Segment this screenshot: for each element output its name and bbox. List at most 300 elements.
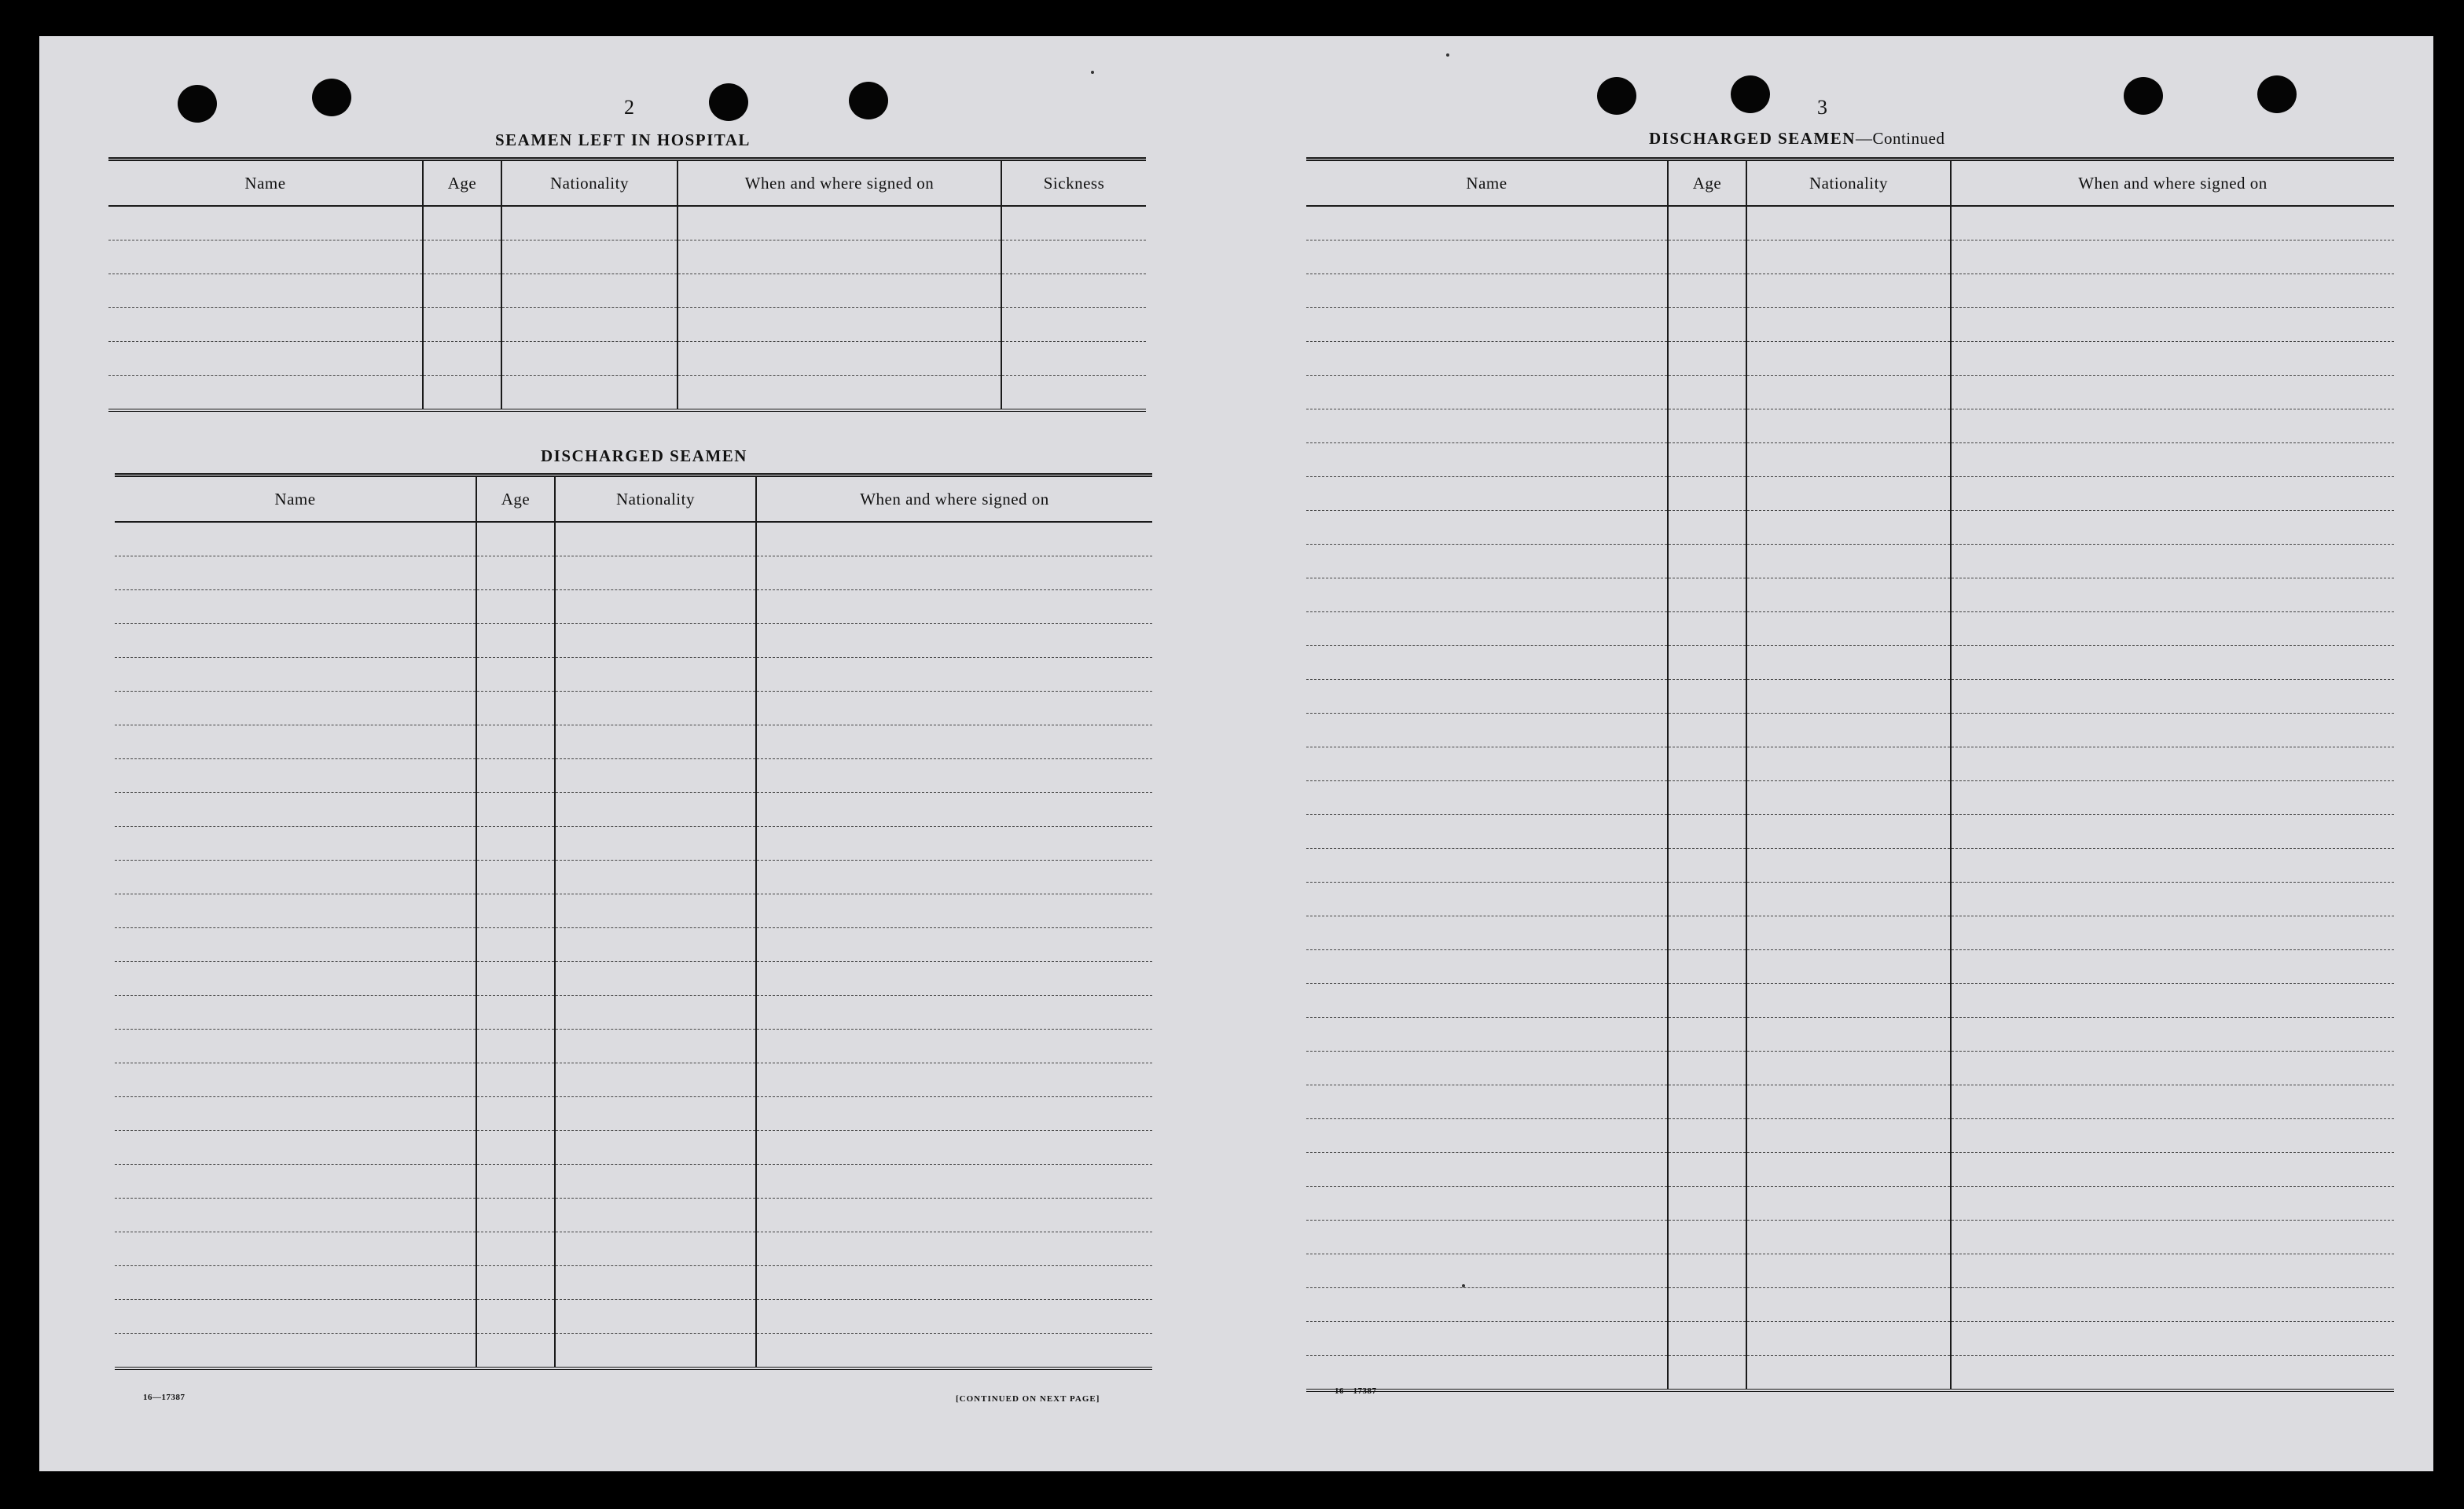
blank-cell — [1001, 240, 1146, 274]
table-row — [115, 1334, 1152, 1369]
blank-cell — [1951, 1221, 2394, 1254]
blank-cell — [756, 1300, 1152, 1334]
table-row — [115, 1165, 1152, 1199]
table-row — [115, 759, 1152, 793]
blank-cell — [1306, 342, 1668, 376]
table-row — [115, 1232, 1152, 1266]
table-row — [115, 1131, 1152, 1165]
table-row — [1306, 443, 2394, 477]
blank-cell — [1668, 680, 1746, 714]
table-row — [1306, 1221, 2394, 1254]
blank-cell — [476, 1266, 555, 1300]
blank-cell — [1951, 612, 2394, 646]
blank-cell — [423, 206, 501, 240]
blank-cell — [555, 894, 756, 928]
blank-cell — [1668, 1221, 1746, 1254]
blank-cell — [1668, 342, 1746, 376]
blank-cell — [1306, 274, 1668, 308]
blank-cell — [1306, 308, 1668, 342]
blank-cell — [1746, 342, 1951, 376]
blank-cell — [756, 590, 1152, 624]
blank-cell — [555, 624, 756, 658]
blank-cell — [555, 1334, 756, 1369]
blank-cell — [1668, 714, 1746, 747]
table-row — [108, 376, 1146, 411]
blank-cell — [1951, 984, 2394, 1018]
blank-cell — [1951, 443, 2394, 477]
blank-cell — [501, 342, 678, 376]
blank-cell — [1951, 206, 2394, 240]
blank-cell — [115, 1131, 476, 1165]
blank-cell — [1668, 1187, 1746, 1221]
form-code-left: 16—17387 — [143, 1393, 185, 1402]
table-row — [115, 658, 1152, 692]
blank-cell — [1306, 612, 1668, 646]
blank-cell — [1001, 376, 1146, 411]
blank-cell — [555, 928, 756, 962]
blank-cell — [555, 996, 756, 1030]
blank-cell — [1306, 1018, 1668, 1052]
blank-cell — [756, 793, 1152, 827]
blank-cell — [1668, 984, 1746, 1018]
blank-cell — [476, 1030, 555, 1063]
table-row — [108, 308, 1146, 342]
blank-cell — [555, 861, 756, 894]
blank-cell — [115, 624, 476, 658]
blank-cell — [1306, 545, 1668, 578]
blank-cell — [756, 996, 1152, 1030]
table-row — [115, 928, 1152, 962]
blank-cell — [115, 1165, 476, 1199]
blank-cell — [756, 827, 1152, 861]
column-header-age: Age — [476, 475, 555, 523]
blank-cell — [756, 1063, 1152, 1097]
blank-cell — [1668, 1322, 1746, 1356]
blank-cell — [555, 1097, 756, 1131]
table-row — [1306, 815, 2394, 849]
blank-cell — [476, 928, 555, 962]
blank-cell — [108, 274, 423, 308]
blank-cell — [1951, 849, 2394, 883]
blank-cell — [1668, 916, 1746, 950]
table-row — [115, 624, 1152, 658]
blank-cell — [756, 861, 1152, 894]
table-row — [1306, 409, 2394, 443]
table-row — [1306, 1322, 2394, 1356]
blank-cell — [1668, 646, 1746, 680]
blank-cell — [476, 1199, 555, 1232]
blank-cell — [1306, 984, 1668, 1018]
table-row — [1306, 747, 2394, 781]
blank-cell — [1306, 443, 1668, 477]
table-row — [1306, 1187, 2394, 1221]
blank-cell — [476, 827, 555, 861]
blank-cell — [1746, 781, 1951, 815]
table-row — [1306, 714, 2394, 747]
blank-cell — [1306, 1187, 1668, 1221]
blank-cell — [1951, 1288, 2394, 1322]
blank-cell — [115, 894, 476, 928]
blank-cell — [1746, 815, 1951, 849]
discharged-continued-table-body — [1306, 206, 2394, 1390]
blank-cell — [476, 894, 555, 928]
blank-cell — [1668, 1288, 1746, 1322]
column-header-nationality: Nationality — [501, 160, 678, 207]
blank-cell — [555, 590, 756, 624]
blank-cell — [1668, 545, 1746, 578]
blank-cell — [1668, 781, 1746, 815]
blank-cell — [1668, 849, 1746, 883]
blank-cell — [555, 827, 756, 861]
blank-cell — [115, 1266, 476, 1300]
blank-cell — [555, 522, 756, 556]
table-row — [115, 1030, 1152, 1063]
blank-cell — [678, 206, 1001, 240]
blank-cell — [115, 1097, 476, 1131]
blank-cell — [1746, 646, 1951, 680]
table-row — [115, 556, 1152, 590]
column-header-name: Name — [115, 475, 476, 523]
blank-cell — [1746, 240, 1951, 274]
blank-cell — [108, 206, 423, 240]
blank-cell — [1746, 545, 1951, 578]
blank-cell — [555, 692, 756, 725]
hospital-table — [108, 157, 1146, 412]
blank-cell — [476, 590, 555, 624]
table-row — [1306, 1119, 2394, 1153]
blank-cell — [476, 1232, 555, 1266]
table-row — [1306, 781, 2394, 815]
blank-cell — [1306, 1153, 1668, 1187]
blank-cell — [501, 308, 678, 342]
table-row — [115, 692, 1152, 725]
blank-cell — [1306, 1254, 1668, 1288]
blank-cell — [115, 1063, 476, 1097]
table-row — [1306, 950, 2394, 984]
blank-cell — [1951, 376, 2394, 409]
blank-cell — [1746, 1153, 1951, 1187]
blank-cell — [1746, 1052, 1951, 1085]
punch-hole — [178, 85, 217, 123]
table-row — [1306, 883, 2394, 916]
blank-cell — [1668, 815, 1746, 849]
blank-cell — [1951, 477, 2394, 511]
blank-cell — [1001, 206, 1146, 240]
blank-cell — [115, 1199, 476, 1232]
blank-cell — [1951, 1187, 2394, 1221]
blank-cell — [1306, 781, 1668, 815]
blank-cell — [1668, 883, 1746, 916]
table-row — [1306, 376, 2394, 409]
discharged-continued-table — [1306, 157, 2394, 1392]
blank-cell — [115, 793, 476, 827]
blank-cell — [1668, 950, 1746, 984]
blank-cell — [1951, 680, 2394, 714]
blank-cell — [115, 1232, 476, 1266]
table-row — [1306, 477, 2394, 511]
blank-cell — [476, 1131, 555, 1165]
table-row — [1306, 984, 2394, 1018]
blank-cell — [1306, 1288, 1668, 1322]
blank-cell — [1306, 883, 1668, 916]
table-row — [1306, 612, 2394, 646]
blank-cell — [115, 827, 476, 861]
discharged-continued-title — [1649, 129, 1944, 149]
blank-cell — [555, 556, 756, 590]
blank-cell — [115, 928, 476, 962]
blank-cell — [555, 1300, 756, 1334]
page-number-right: 3 — [1817, 96, 1827, 119]
blank-cell — [476, 793, 555, 827]
blank-cell — [1746, 747, 1951, 781]
blank-cell — [1306, 409, 1668, 443]
blank-cell — [756, 1131, 1152, 1165]
table-row — [115, 962, 1152, 996]
table-row — [108, 274, 1146, 308]
blank-cell — [108, 342, 423, 376]
table-row — [108, 342, 1146, 376]
blank-cell — [1306, 1085, 1668, 1119]
blank-cell — [1746, 274, 1951, 308]
blank-cell — [1306, 747, 1668, 781]
blank-cell — [1306, 950, 1668, 984]
table-row — [115, 1063, 1152, 1097]
blank-cell — [756, 556, 1152, 590]
blank-cell — [555, 759, 756, 793]
blank-cell — [1951, 274, 2394, 308]
blank-cell — [1668, 206, 1746, 240]
blank-cell — [1746, 849, 1951, 883]
blank-cell — [1746, 680, 1951, 714]
table-row — [1306, 1254, 2394, 1288]
blank-cell — [1951, 646, 2394, 680]
hospital-section-title: SEAMEN LEFT IN HOSPITAL — [495, 130, 751, 149]
blank-cell — [1306, 206, 1668, 240]
blank-cell — [115, 1300, 476, 1334]
blank-cell — [115, 962, 476, 996]
column-header-nationality: Nationality — [555, 475, 756, 523]
blank-cell — [115, 658, 476, 692]
hospital-table-body — [108, 206, 1146, 410]
blank-cell — [476, 658, 555, 692]
blank-cell — [1951, 1254, 2394, 1288]
blank-cell — [555, 1131, 756, 1165]
table-row — [115, 827, 1152, 861]
table-row — [1306, 1018, 2394, 1052]
blank-cell — [1746, 409, 1951, 443]
punch-hole — [709, 83, 748, 121]
paper-speck — [1091, 71, 1094, 74]
blank-cell — [423, 274, 501, 308]
continued-note: [CONTINUED ON NEXT PAGE] — [956, 1394, 1100, 1404]
blank-cell — [756, 692, 1152, 725]
table-row — [1306, 849, 2394, 883]
blank-cell — [1306, 849, 1668, 883]
table-row — [1306, 916, 2394, 950]
blank-cell — [1668, 477, 1746, 511]
blank-cell — [555, 1266, 756, 1300]
table-row — [115, 522, 1152, 556]
blank-cell — [756, 522, 1152, 556]
blank-cell — [1746, 984, 1951, 1018]
table-row — [115, 1266, 1152, 1300]
blank-cell — [756, 962, 1152, 996]
table-row — [1306, 1052, 2394, 1085]
blank-cell — [1306, 916, 1668, 950]
blank-cell — [555, 1232, 756, 1266]
blank-cell — [1746, 308, 1951, 342]
blank-cell — [1668, 1052, 1746, 1085]
blank-cell — [476, 962, 555, 996]
blank-cell — [1668, 747, 1746, 781]
blank-cell — [1951, 578, 2394, 612]
table-row — [115, 996, 1152, 1030]
blank-cell — [1306, 376, 1668, 409]
blank-cell — [1306, 240, 1668, 274]
blank-cell — [476, 1063, 555, 1097]
table-row — [115, 1300, 1152, 1334]
blank-cell — [555, 725, 756, 759]
blank-cell — [1001, 274, 1146, 308]
blank-cell — [476, 1300, 555, 1334]
blank-cell — [1951, 1085, 2394, 1119]
column-header-name: Name — [1306, 160, 1668, 207]
table-row — [1306, 1288, 2394, 1322]
table-row — [1306, 511, 2394, 545]
blank-cell — [476, 624, 555, 658]
table-row — [115, 894, 1152, 928]
form-sheet — [39, 36, 2433, 1471]
blank-cell — [423, 342, 501, 376]
blank-cell — [756, 1232, 1152, 1266]
blank-cell — [1951, 545, 2394, 578]
column-header-age: Age — [423, 160, 501, 207]
blank-cell — [1746, 950, 1951, 984]
table-row — [115, 590, 1152, 624]
punch-hole — [1731, 75, 1770, 113]
discharged-section-title: DISCHARGED SEAMEN — [541, 446, 747, 465]
blank-cell — [678, 342, 1001, 376]
blank-cell — [1951, 781, 2394, 815]
blank-cell — [115, 1334, 476, 1369]
blank-cell — [108, 376, 423, 411]
column-header-signed-on: When and where signed on — [756, 475, 1152, 523]
blank-cell — [555, 658, 756, 692]
blank-cell — [1668, 612, 1746, 646]
blank-cell — [1951, 815, 2394, 849]
blank-cell — [1746, 1119, 1951, 1153]
blank-cell — [1951, 747, 2394, 781]
blank-cell — [1951, 511, 2394, 545]
blank-cell — [501, 206, 678, 240]
table-row — [1306, 240, 2394, 274]
punch-hole — [1597, 77, 1636, 115]
blank-cell — [1746, 511, 1951, 545]
blank-cell — [1668, 1119, 1746, 1153]
blank-cell — [756, 1266, 1152, 1300]
blank-cell — [1306, 714, 1668, 747]
table-row — [115, 1199, 1152, 1232]
blank-cell — [1668, 1356, 1746, 1391]
discharged-table-body — [115, 522, 1152, 1368]
blank-cell — [1668, 240, 1746, 274]
table-row — [1306, 274, 2394, 308]
blank-cell — [423, 376, 501, 411]
blank-cell — [476, 1165, 555, 1199]
column-header-name: Name — [108, 160, 423, 207]
blank-cell — [555, 793, 756, 827]
discharged-continued-title-main: DISCHARGED SEAMEN — [1649, 129, 1856, 148]
blank-cell — [501, 240, 678, 274]
blank-cell — [1306, 646, 1668, 680]
blank-cell — [1306, 1221, 1668, 1254]
blank-cell — [1746, 612, 1951, 646]
blank-cell — [756, 725, 1152, 759]
blank-cell — [756, 759, 1152, 793]
table-row — [108, 206, 1146, 240]
blank-cell — [678, 308, 1001, 342]
blank-cell — [108, 240, 423, 274]
blank-cell — [476, 1097, 555, 1131]
column-header-age: Age — [1668, 160, 1746, 207]
blank-cell — [1306, 680, 1668, 714]
blank-cell — [1306, 511, 1668, 545]
blank-cell — [1951, 1018, 2394, 1052]
blank-cell — [476, 522, 555, 556]
blank-cell — [756, 624, 1152, 658]
blank-cell — [1668, 1018, 1746, 1052]
discharged-continued-title-suffix: —Continued — [1855, 129, 1945, 148]
blank-cell — [115, 861, 476, 894]
blank-cell — [555, 1199, 756, 1232]
blank-cell — [1951, 240, 2394, 274]
column-header-sickness: Sickness — [1001, 160, 1146, 207]
blank-cell — [501, 376, 678, 411]
table-row — [1306, 342, 2394, 376]
blank-cell — [1746, 1221, 1951, 1254]
blank-cell — [1746, 1254, 1951, 1288]
blank-cell — [115, 692, 476, 725]
blank-cell — [1001, 308, 1146, 342]
blank-cell — [555, 1063, 756, 1097]
table-row — [115, 725, 1152, 759]
column-header-nationality: Nationality — [1746, 160, 1951, 207]
blank-cell — [1746, 376, 1951, 409]
table-row — [115, 793, 1152, 827]
table-row — [1306, 1085, 2394, 1119]
blank-cell — [1951, 1119, 2394, 1153]
blank-cell — [1306, 1052, 1668, 1085]
blank-cell — [678, 240, 1001, 274]
blank-cell — [115, 759, 476, 793]
blank-cell — [1746, 916, 1951, 950]
blank-cell — [756, 894, 1152, 928]
blank-cell — [1951, 1052, 2394, 1085]
blank-cell — [423, 308, 501, 342]
blank-cell — [756, 658, 1152, 692]
blank-cell — [1306, 815, 1668, 849]
blank-cell — [501, 274, 678, 308]
table-row — [1306, 206, 2394, 240]
blank-cell — [555, 962, 756, 996]
blank-cell — [1746, 1018, 1951, 1052]
blank-cell — [1746, 206, 1951, 240]
blank-cell — [1951, 916, 2394, 950]
blank-cell — [1746, 477, 1951, 511]
blank-cell — [1746, 1322, 1951, 1356]
table-row — [1306, 578, 2394, 612]
blank-cell — [756, 1097, 1152, 1131]
